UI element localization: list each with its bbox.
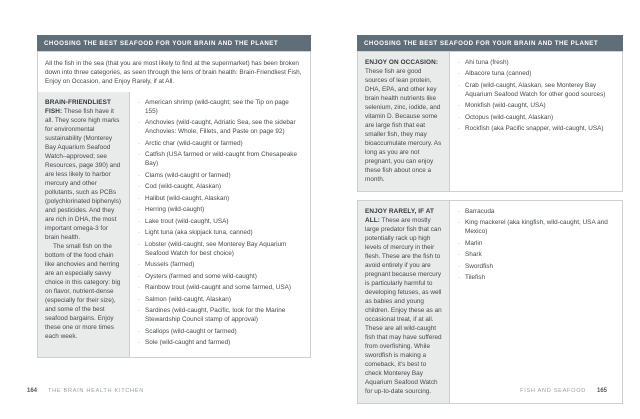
list-item-text: Rainbow trout (wild-caught and some farmed, USA) (145, 284, 291, 291)
left-running-title: THE BRAIN HEALTH KITCHEN (48, 388, 144, 394)
list-item (138, 240, 302, 258)
list-item-text: Halibut (wild-caught, Alaskan) (145, 194, 230, 202)
list-item (138, 217, 302, 226)
list-item-text: Albacore tuna (canned) (465, 70, 532, 77)
list-item (138, 260, 302, 269)
list-item (138, 139, 302, 148)
bullet-icon: · (138, 119, 141, 126)
list-item-text: King mackerel (aka kingfish, wild-caught, USA and Mexico) (465, 219, 608, 235)
sidebar-paragraph (365, 58, 443, 184)
right-running-title: FISH AND SEAFOOD (520, 388, 586, 394)
section-body: These are mostly large predator fish that can potentially rack up high levels of mercury in their flesh. These are the fish to avoid entirely if you are pregnant because mercury is particularly harmful to developing fetuses, as well as babies and young children. Enjoy these as an occasional treat, if at all. These are all wild-caught fish that may have suffered from overfishing. While swordfish is making a comeback, it's best to check Monterey Bay Aquarium Seafood Watch for up-to-date sourcing. (365, 216, 442, 395)
left-columns (38, 92, 310, 357)
list-item (458, 101, 614, 110)
right-page-footer (520, 388, 607, 394)
list-item (138, 98, 302, 116)
bullet-icon: · (458, 81, 461, 89)
bullet-icon: · (138, 206, 141, 213)
brain-friendliest-fish-list (130, 92, 310, 357)
list-item-text: Lobster (wild-caught, see Monterey Bay Aquarium Seafood Watch for best choice) (145, 240, 287, 257)
list-item (458, 58, 614, 67)
bullet-icon: · (458, 125, 461, 132)
left-content-box (37, 51, 311, 358)
list-item-text: Clams (wild-caught or farmed) (145, 171, 231, 179)
list-item (458, 218, 614, 236)
list-item-text: Oysters (farmed and some wild-caught) (145, 272, 257, 280)
bullet-icon: · (138, 139, 141, 147)
bullet-icon: · (138, 272, 141, 280)
left-page-number: 164 (27, 388, 38, 394)
bullet-icon: · (138, 339, 141, 346)
list-item-text: Sardines (wild-caught, Pacific, look for the Marine Stewardship Council stamp of approval) (145, 307, 286, 323)
list-item-text: Shark (465, 251, 482, 258)
section-body: These fish have it all. They score high marks for environmental sustainability (Monterey Bay Aquarium Seafood Watch–approved; see Resources, page 390) and are less likely to harbor mercury and other pollutants, such as PCBs (polychlorinated biphenyls) and pesticides. And they are rich in DHA, the most important omega-3 for brain health. (45, 107, 122, 241)
list-item (138, 338, 302, 347)
left-page (37, 35, 311, 358)
list-item (138, 283, 302, 292)
list-item (138, 228, 302, 237)
bullet-icon: · (138, 284, 141, 291)
bullet-icon: · (138, 183, 141, 190)
bullet-icon: · (138, 151, 141, 158)
brain-friendliest-sidebar (38, 92, 130, 357)
list-item-text: Marlin (465, 239, 483, 247)
list-item (458, 69, 614, 78)
list-item (458, 273, 614, 282)
list-item-text: Salmon (wild-caught, Alaskan) (145, 295, 231, 303)
section-header-bar (357, 35, 623, 51)
enjoy-rarely-sidebar (358, 201, 450, 403)
list-item (138, 150, 302, 168)
list-item-text: Light tuna (aka skipjack tuna, canned) (145, 229, 253, 236)
list-item-text: Lake trout (wild-caught, USA) (145, 217, 229, 225)
section-heading: ENJOY ON OCCASION: (365, 58, 439, 66)
list-item-text: Swordfish (465, 262, 494, 270)
list-item-text: Arctic char (wild-caught or farmed) (145, 139, 243, 147)
section-header-bar (37, 35, 311, 51)
list-item-text: Monkfish (wild-caught, USA) (465, 102, 546, 109)
list-item (138, 327, 302, 336)
list-item (138, 272, 302, 281)
right-page-number: 165 (596, 388, 607, 394)
intro-paragraph: All the fish in the sea (that you are most likely to find at the supermarket) has been broken down into three categories, as seen through the lens of brain health: Brain-Friendliest Fish, Enjoy on Occasion, and Enjoy Rarely, if at All. (45, 59, 302, 85)
bullet-icon: · (138, 98, 141, 106)
list-item (138, 182, 302, 191)
list-item-text: Herring (wild-caught) (145, 206, 205, 213)
enjoy-rarely-fish-list (450, 201, 622, 403)
left-page-footer (27, 388, 144, 394)
list-item (458, 239, 614, 248)
list-item-text: Crab (wild-caught, Alaskan, see Monterey Bay Aquarium Seafood Watch for other good sources) (465, 81, 606, 98)
list-item-text: Rockfish (aka Pacific snapper, wild-caught, USA) (465, 125, 604, 132)
bullet-icon: · (138, 229, 141, 236)
sidebar-paragraph (365, 207, 443, 396)
bullet-icon: · (458, 102, 461, 109)
list-item (458, 113, 614, 122)
enjoy-on-occasion-box (357, 51, 623, 192)
section-heading: BRAIN-FRIENDLIEST FISH: (45, 98, 111, 115)
list-item-text: American shrimp (wild-caught; see the Tip on page 155) (145, 98, 289, 115)
section-header-title: CHOOSING THE BEST SEAFOOD FOR YOUR BRAIN AND THE PLANET (44, 39, 279, 47)
list-item-text: Ahi tuna (fresh) (465, 58, 509, 66)
list-item-text: Sole (wild-caught and farmed) (145, 339, 231, 346)
bullet-icon: · (138, 217, 141, 225)
bullet-icon: · (458, 207, 461, 215)
bullet-icon: · (458, 219, 461, 226)
bullet-icon: · (138, 327, 141, 335)
list-item (138, 295, 302, 304)
list-item-text: Cod (wild-caught, Alaskan) (145, 183, 222, 190)
enjoy-rarely-box (357, 200, 623, 404)
enjoy-on-occasion-sidebar (358, 52, 450, 191)
section-body: These fish are good sources of lean protein, DHA, EPA, and other key brain health nutrients like selenium, zinc, iodide, and vitamin D. Because some are large fish that eat smaller fish, they may bioaccumulate mercury. As long as you are not pregnant, you can enjoy these fish about once a month. (365, 67, 442, 183)
sidebar-paragraph (45, 98, 123, 242)
section-header-title: CHOOSING THE BEST SEAFOOD FOR YOUR BRAIN AND THE PLANET (364, 39, 599, 47)
list-item-text: Mussels (farmed) (145, 261, 195, 268)
list-item-text: Scallops (wild-caught or farmed) (145, 327, 237, 335)
bullet-icon: · (458, 58, 461, 66)
bullet-icon: · (458, 262, 461, 270)
list-item (138, 171, 302, 180)
list-item (458, 207, 614, 216)
list-item (138, 205, 302, 214)
list-item (458, 250, 614, 259)
list-item (458, 81, 614, 99)
bullet-icon: · (138, 307, 141, 314)
sidebar-paragraph: The small fish on the bottom of the food chain like anchovies and herring are an especially savvy choice in this category: big on flavor, nutrient-dense (especially for their size), and some of the best seafood bargains. Enjoy these one or more times each week. (45, 242, 121, 340)
list-item (138, 194, 302, 203)
list-item-text: Octopus (wild-caught, Alaskan) (465, 113, 554, 121)
list-item (138, 306, 302, 324)
bullet-icon: · (138, 194, 141, 202)
bullet-icon: · (458, 274, 461, 281)
section-heading: ENJOY RARELY, IF AT ALL: (365, 207, 435, 224)
right-page (357, 35, 623, 404)
bullet-icon: · (458, 239, 461, 247)
list-item-text: Tilefish (465, 274, 486, 281)
right-columns-1 (358, 52, 622, 191)
bullet-icon: · (138, 261, 141, 268)
list-item (458, 124, 614, 133)
list-item-text: Catfish (USA farmed or wild-caught from Chesapeake Bay) (145, 151, 298, 167)
list-item (138, 118, 302, 136)
right-columns-2 (358, 201, 622, 403)
bullet-icon: · (138, 171, 141, 179)
bullet-icon: · (458, 251, 461, 258)
bullet-icon: · (458, 70, 461, 77)
list-item-text: Barracuda (465, 207, 495, 215)
list-item (458, 262, 614, 271)
bullet-icon: · (458, 113, 461, 121)
enjoy-on-occasion-fish-list (450, 52, 622, 191)
list-item-text: Anchovies (wild-caught, Adriatic Sea, see the sidebar Anchovies: Whole, Fillets, and Paste on page 92) (145, 119, 296, 135)
bullet-icon: · (138, 295, 141, 303)
bullet-icon: · (138, 240, 141, 248)
